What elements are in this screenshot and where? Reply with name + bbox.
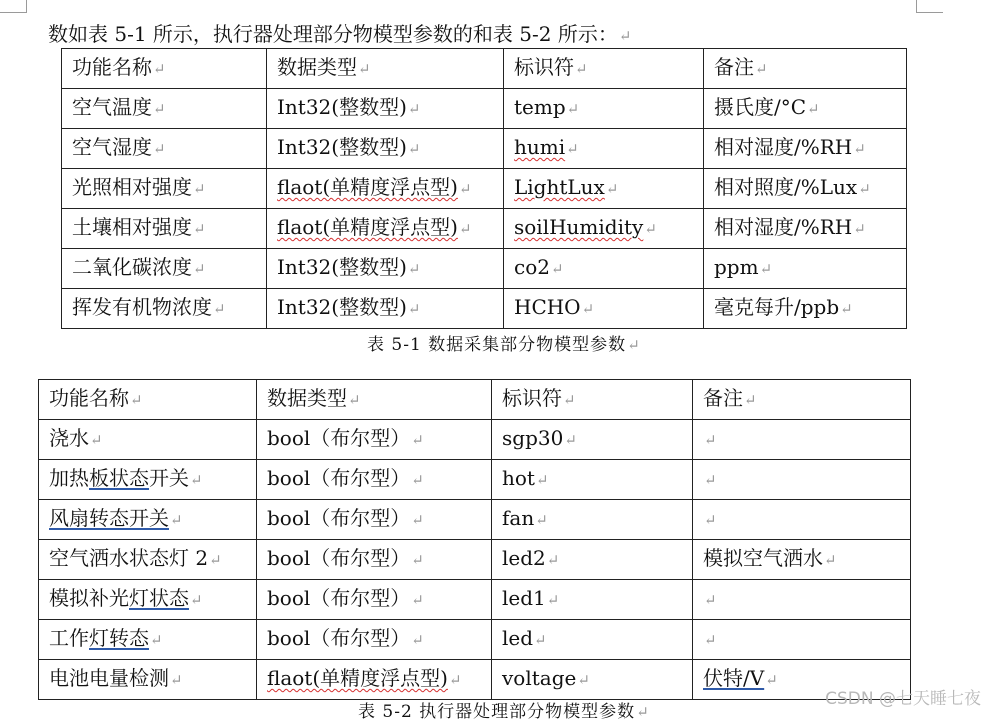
paragraph-mark: ↵ <box>636 703 650 721</box>
paragraph-mark: ↵ <box>755 60 768 78</box>
table-row <box>39 660 911 700</box>
header-cell <box>39 380 257 420</box>
table-cell <box>704 129 907 169</box>
table-row <box>39 540 911 580</box>
paragraph-mark: ↵ <box>546 591 560 609</box>
paragraph-mark: ↵ <box>411 431 424 449</box>
paragraph-mark: ↵ <box>627 336 641 354</box>
paragraph-mark: ↵ <box>575 60 588 78</box>
table-header-row <box>62 49 907 89</box>
cell-text: flaot(单精度浮点型) <box>277 175 458 199</box>
cell-text: bool（布尔型） <box>267 466 411 490</box>
cell-text: 模拟空气洒水 <box>703 546 823 570</box>
table-cell <box>62 289 267 329</box>
caption-text: 表 5-1 数据采集部分物模型参数 <box>367 335 627 355</box>
table-cell <box>267 289 504 329</box>
cell-text: 毫克每升/ppb <box>714 295 840 319</box>
table-row <box>62 249 907 289</box>
header-cell <box>504 49 704 89</box>
table-cell <box>62 249 267 289</box>
paragraph-mark: ↵ <box>704 631 717 649</box>
cell-text: hot <box>502 466 535 490</box>
csdn-watermark: CSDN @七天睡七夜 <box>825 689 981 709</box>
caption-text: 表 5-2 执行器处理部分物模型参数 <box>358 702 636 722</box>
table-row <box>62 89 907 129</box>
table-cell <box>693 540 911 580</box>
cell-text: bool（布尔型） <box>267 546 411 570</box>
table-cell <box>39 540 257 580</box>
paragraph-mark: ↵ <box>458 220 472 238</box>
cell-text: 风扇转态开关 <box>49 506 169 530</box>
table-cell <box>693 580 911 620</box>
paragraph-mark: ↵ <box>209 551 222 569</box>
paragraph-mark: ↵ <box>130 391 143 409</box>
table-cell <box>704 289 907 329</box>
paragraph-mark: ↵ <box>193 180 206 198</box>
header-cell <box>62 49 267 89</box>
paragraph-mark: ↵ <box>853 140 866 158</box>
cell-text: flaot(单精度浮点型) <box>267 666 448 690</box>
paragraph-mark: ↵ <box>644 220 657 238</box>
paragraph-mark: ↵ <box>577 671 590 689</box>
cell-text: 备注 <box>703 386 743 410</box>
cell-text: 功能名称 <box>72 55 152 79</box>
table-row <box>62 209 907 249</box>
table-cell <box>39 460 257 500</box>
paragraph-mark: ↵ <box>704 471 717 489</box>
table-row <box>62 289 907 329</box>
table-cell <box>257 580 492 620</box>
paragraph-mark: ↵ <box>153 100 166 118</box>
cell-text: 数据类型 <box>267 386 347 410</box>
table-cell <box>693 620 911 660</box>
paragraph-mark: ↵ <box>411 591 424 609</box>
table-cell <box>257 420 492 460</box>
table-row <box>39 620 911 660</box>
header-cell <box>492 380 693 420</box>
table-cell <box>62 169 267 209</box>
cell-text: soilHumidity <box>514 215 644 239</box>
paragraph-mark: ↵ <box>411 551 424 569</box>
paragraph-mark: ↵ <box>411 471 424 489</box>
paragraph-mark: ↵ <box>193 220 206 238</box>
paragraph-mark: ↵ <box>407 260 421 278</box>
cell-text: bool（布尔型） <box>267 586 411 610</box>
table-cell <box>257 500 492 540</box>
cell-text: 摄氏度/°C <box>714 95 807 119</box>
header-cell <box>257 380 492 420</box>
table-cell <box>267 169 504 209</box>
cell-text: fan <box>502 506 535 530</box>
table-cell <box>39 620 257 660</box>
table-cell <box>504 129 704 169</box>
paragraph-mark: ↵ <box>407 300 421 318</box>
paragraph-mark: ↵ <box>170 671 183 689</box>
paragraph-mark: ↵ <box>566 100 580 118</box>
cell-text: LightLux <box>514 175 605 199</box>
cell-text: led2 <box>502 546 546 570</box>
page-corner-mark-left <box>0 0 27 13</box>
cell-text: 空气湿度 <box>72 135 152 159</box>
table-2-caption <box>358 697 650 722</box>
table-cell <box>267 209 504 249</box>
cell-text: ppm <box>714 255 759 279</box>
paragraph-mark: ↵ <box>704 511 717 529</box>
cell-text: led1 <box>502 586 546 610</box>
paragraph-mark: ↵ <box>605 180 619 198</box>
table-cell <box>693 460 911 500</box>
table-cell <box>504 249 704 289</box>
table-row <box>39 460 911 500</box>
table-cell <box>504 89 704 129</box>
paragraph-mark: ↵ <box>759 260 773 278</box>
cell-text: 加热板状态开关 <box>49 466 189 490</box>
cell-text: Int32(整数型) <box>277 95 407 119</box>
paragraph-mark: ↵ <box>546 551 560 569</box>
cell-text: 土壤相对强度 <box>72 215 192 239</box>
cell-text: 二氧化碳浓度 <box>72 255 192 279</box>
table-cell <box>257 660 492 700</box>
cell-text: bool（布尔型） <box>267 426 411 450</box>
paragraph-mark: ↵ <box>858 180 871 198</box>
paragraph-mark: ↵ <box>853 220 866 238</box>
table-cell <box>492 540 693 580</box>
table-cell <box>257 460 492 500</box>
cell-text: 电池电量检测 <box>49 666 169 690</box>
header-cell <box>693 380 911 420</box>
paragraph-mark: ↵ <box>535 471 549 489</box>
cell-text: Int32(整数型) <box>277 135 407 159</box>
cell-text: 相对湿度/%RH <box>714 215 853 239</box>
cell-text: co2 <box>514 255 550 279</box>
table-cell <box>39 420 257 460</box>
table-cell <box>704 209 907 249</box>
paragraph-mark: ↵ <box>807 100 820 118</box>
table-header-row <box>39 380 911 420</box>
table-cell <box>492 660 693 700</box>
table-cell <box>267 129 504 169</box>
table-cell <box>62 209 267 249</box>
paragraph-mark: ↵ <box>704 431 717 449</box>
paragraph-mark: ↵ <box>150 631 163 649</box>
intro-text: 数如表 5-1 所示，执行器处理部分物模型参数的和表 5-2 所示： <box>48 22 618 46</box>
paragraph-mark: ↵ <box>618 27 632 45</box>
paragraph-mark: ↵ <box>153 140 166 158</box>
paragraph-mark: ↵ <box>448 671 462 689</box>
table-row <box>39 580 911 620</box>
cell-text: flaot(单精度浮点型) <box>277 215 458 239</box>
paragraph-mark: ↵ <box>90 431 103 449</box>
table-cell <box>704 169 907 209</box>
paragraph-mark: ↵ <box>458 180 472 198</box>
table-cell <box>492 620 693 660</box>
paragraph-mark: ↵ <box>411 511 424 529</box>
paragraph-mark: ↵ <box>534 631 547 649</box>
table-cell <box>267 89 504 129</box>
header-cell <box>704 49 907 89</box>
table-cell <box>693 420 911 460</box>
paragraph-mark: ↵ <box>153 60 166 78</box>
table-row <box>62 169 907 209</box>
paragraph-mark: ↵ <box>411 631 424 649</box>
paragraph-mark: ↵ <box>550 260 564 278</box>
table-cell <box>504 209 704 249</box>
cell-text: 伏特/V <box>703 666 765 690</box>
table-cell <box>492 420 693 460</box>
cell-text: 相对照度/%Lux <box>714 175 858 199</box>
cell-text: voltage <box>502 666 577 690</box>
header-cell <box>267 49 504 89</box>
paragraph-mark: ↵ <box>170 511 183 529</box>
cell-text: 模拟补光灯状态 <box>49 586 189 610</box>
paragraph-mark: ↵ <box>348 391 361 409</box>
paragraph-mark: ↵ <box>535 511 548 529</box>
cell-text: sgp30 <box>502 426 564 450</box>
cell-text: 挥发有机物浓度 <box>72 295 212 319</box>
table-cell <box>693 500 911 540</box>
data-collection-table <box>61 48 907 329</box>
paragraph-mark: ↵ <box>704 591 717 609</box>
cell-text: bool（布尔型） <box>267 626 411 650</box>
cell-text: 功能名称 <box>49 386 129 410</box>
cell-text: 光照相对强度 <box>72 175 192 199</box>
cell-text: 相对湿度/%RH <box>714 135 853 159</box>
paragraph-mark: ↵ <box>824 551 837 569</box>
paragraph-mark: ↵ <box>765 671 778 689</box>
table-cell <box>504 169 704 209</box>
table-cell <box>257 540 492 580</box>
table-cell <box>39 660 257 700</box>
table-cell <box>62 129 267 169</box>
cell-text: temp <box>514 95 566 119</box>
cell-text: 标识符 <box>502 386 562 410</box>
table-cell <box>704 89 907 129</box>
cell-text: 工作灯转态 <box>49 626 149 650</box>
paragraph-mark: ↵ <box>407 140 421 158</box>
page-corner-mark-right <box>916 0 943 13</box>
cell-text: bool（布尔型） <box>267 506 411 530</box>
table-cell <box>704 249 907 289</box>
paragraph-mark: ↵ <box>744 391 757 409</box>
cell-text: 数据类型 <box>277 55 357 79</box>
cell-text: 备注 <box>714 55 754 79</box>
table-row <box>39 500 911 540</box>
table-cell <box>504 289 704 329</box>
paragraph-mark: ↵ <box>563 391 576 409</box>
paragraph-mark: ↵ <box>840 300 853 318</box>
table-cell <box>267 249 504 289</box>
table-row <box>39 420 911 460</box>
table-cell <box>62 89 267 129</box>
table-1-caption <box>367 330 641 355</box>
table-row <box>62 129 907 169</box>
paragraph-mark: ↵ <box>193 260 206 278</box>
cell-text: 空气温度 <box>72 95 152 119</box>
cell-text: 浇水 <box>49 426 89 450</box>
paragraph-mark: ↵ <box>564 431 577 449</box>
table-cell <box>492 500 693 540</box>
cell-text: humi <box>514 135 566 159</box>
cell-text: 标识符 <box>514 55 574 79</box>
paragraph-mark: ↵ <box>358 60 371 78</box>
paragraph-mark: ↵ <box>213 300 226 318</box>
cell-text: led <box>502 626 534 650</box>
paragraph-mark: ↵ <box>407 100 421 118</box>
table-cell <box>39 580 257 620</box>
table-cell <box>492 460 693 500</box>
paragraph-mark: ↵ <box>190 471 203 489</box>
paragraph-mark: ↵ <box>566 140 579 158</box>
cell-text: Int32(整数型) <box>277 255 407 279</box>
actuator-table <box>38 379 911 700</box>
paragraph-mark: ↵ <box>190 591 203 609</box>
table-cell <box>492 580 693 620</box>
cell-text: 空气洒水状态灯 2 <box>49 546 209 570</box>
table-cell <box>39 500 257 540</box>
cell-text: HCHO <box>514 295 581 319</box>
intro-paragraph <box>48 18 631 47</box>
paragraph-mark: ↵ <box>581 300 595 318</box>
table-cell <box>257 620 492 660</box>
cell-text: Int32(整数型) <box>277 295 407 319</box>
